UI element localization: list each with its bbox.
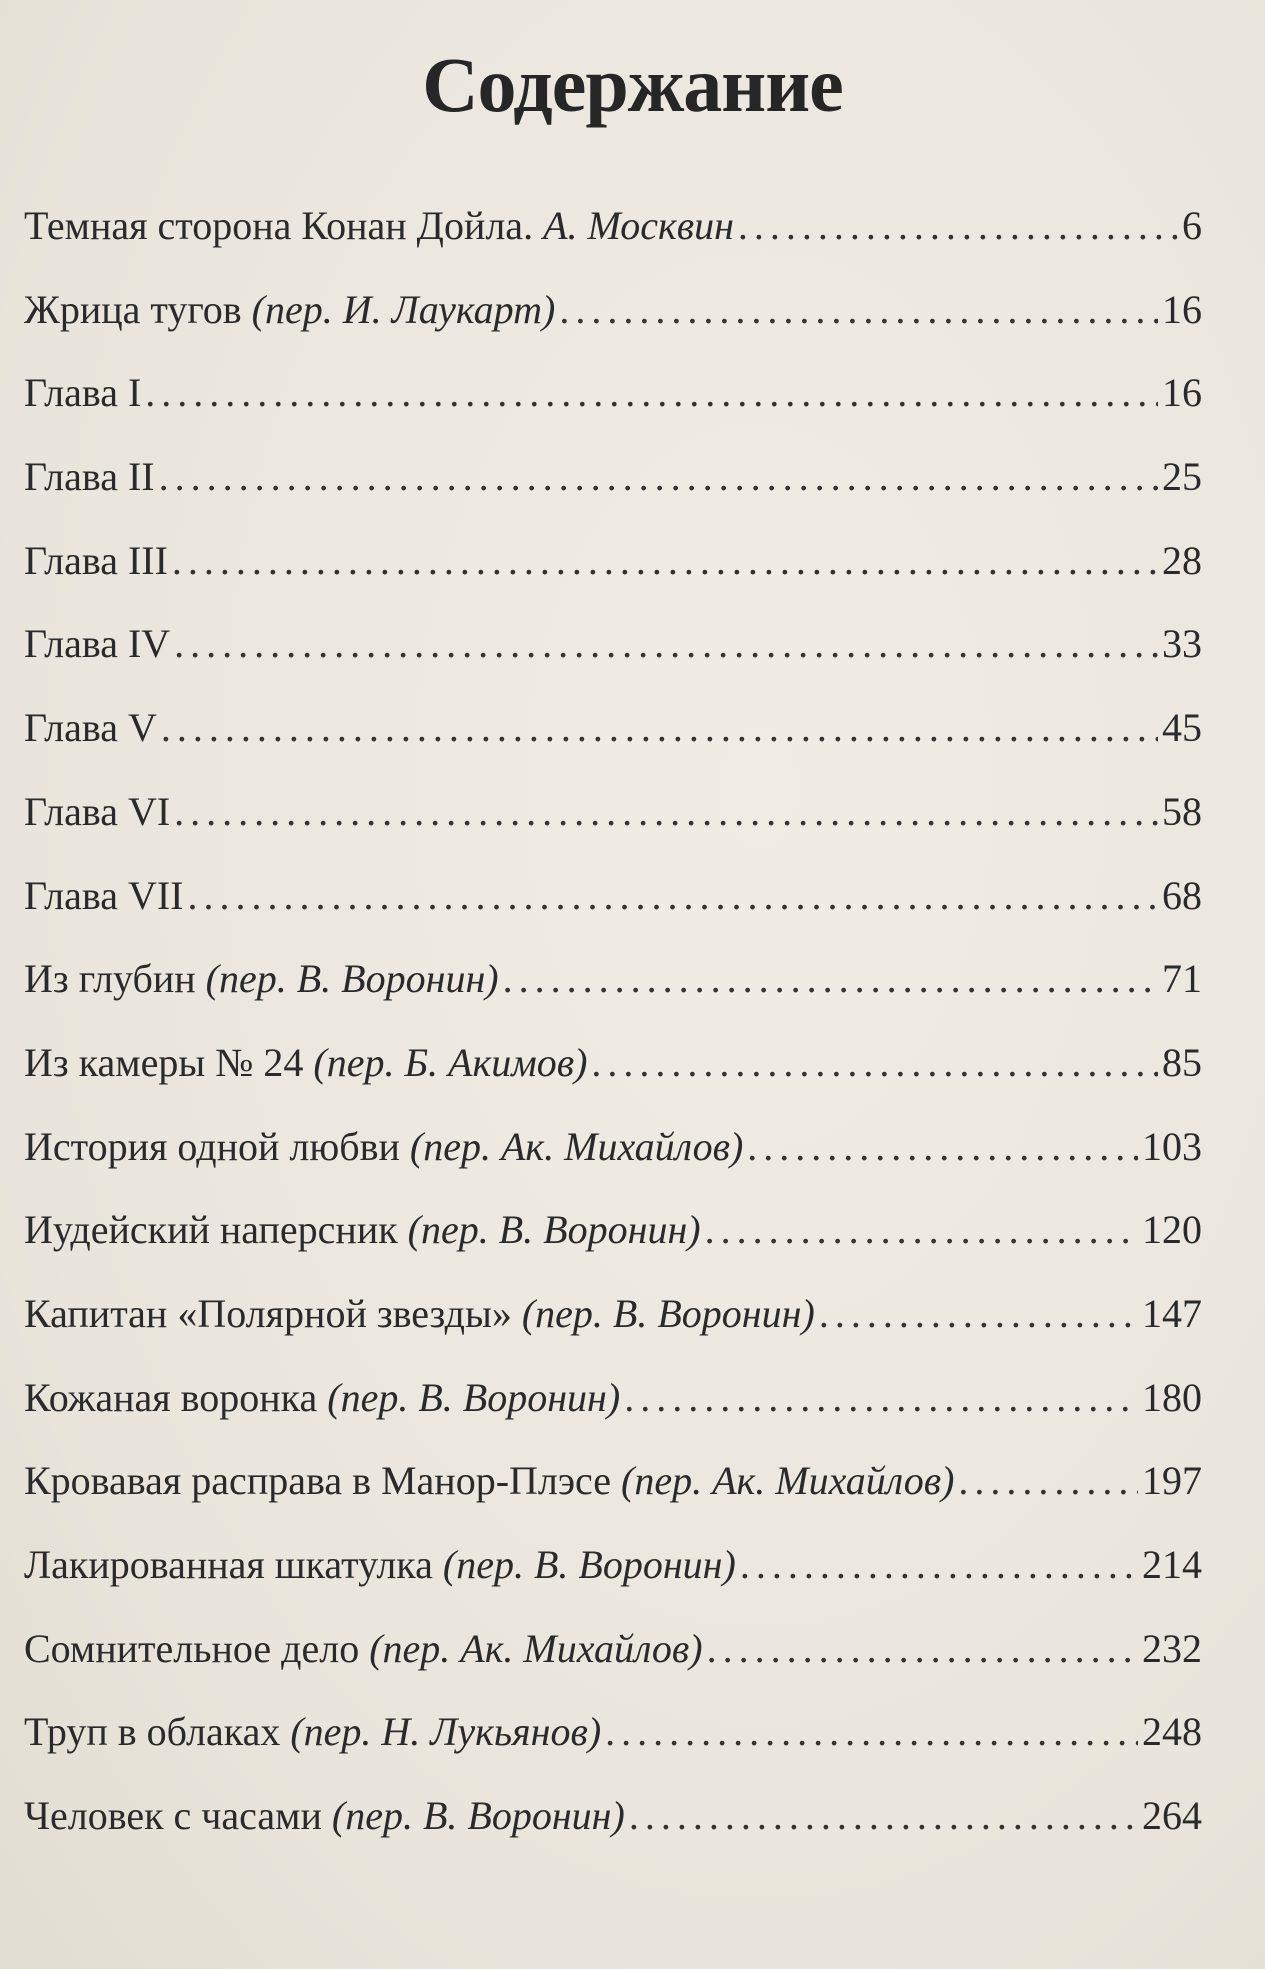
page-number: 232: [1142, 1625, 1202, 1671]
toc-entry: [24, 1368, 1202, 1452]
toc-entry: [24, 1786, 1202, 1870]
toc-entry-title: [24, 363, 141, 423]
entry-title-text: Глава II: [24, 454, 155, 500]
toc-entry-title: [24, 1368, 620, 1428]
toc-entry-title: [24, 1619, 703, 1679]
toc-entry: [24, 447, 1202, 531]
toc-entry: [24, 280, 1202, 364]
dot-leader: [174, 782, 1158, 842]
dot-leader: [958, 1451, 1138, 1511]
toc-entry-title: [24, 1702, 601, 1762]
toc-entry: [24, 531, 1202, 615]
toc-entry: [24, 1702, 1202, 1786]
toc-entry-title: [24, 196, 734, 256]
toc-entry-title: [24, 447, 155, 507]
page-number: 180: [1142, 1374, 1202, 1420]
page-number: 45: [1162, 705, 1202, 751]
dot-leader: [740, 1535, 1138, 1595]
dot-leader: [707, 1619, 1138, 1679]
page-number: 33: [1162, 621, 1202, 667]
page-number: 197: [1142, 1458, 1202, 1504]
page-number: 214: [1142, 1542, 1202, 1587]
entry-translator: (пер. Ак. Михайлов): [409, 1123, 744, 1169]
toc-entry: [24, 1284, 1202, 1368]
dot-leader: [145, 363, 1158, 423]
dot-leader: [503, 949, 1158, 1009]
page-number: 248: [1142, 1709, 1202, 1755]
toc-entry-title: [24, 614, 170, 674]
toc-entry-title: [24, 782, 170, 842]
entry-title-text: Сомнительное дело: [24, 1625, 360, 1671]
toc-entry-title: [24, 1033, 587, 1093]
page-number: 25: [1162, 454, 1202, 500]
page-number: 71: [1162, 956, 1202, 1002]
page-number: 85: [1162, 1039, 1202, 1085]
toc-entry: [24, 1033, 1202, 1117]
toc-entry-title: [24, 698, 157, 758]
toc-entry: [24, 698, 1202, 782]
entry-title-text: Лакированная шкатулка: [24, 1542, 433, 1587]
page-number: 16: [1162, 286, 1202, 332]
entry-translator: А. Москвин: [543, 203, 734, 248]
toc-entry-title: [24, 1535, 736, 1595]
toc-entry-title: [24, 1117, 743, 1177]
toc-entry: [24, 949, 1202, 1033]
toc-entry: [24, 782, 1202, 866]
dot-leader: [174, 614, 1158, 674]
entry-translator: (пер. В. Воронин): [407, 1207, 701, 1253]
entry-translator: (пер. В. Воронин): [442, 1542, 736, 1587]
entry-translator: (пер. Б. Акимов): [313, 1039, 588, 1085]
dot-leader: [629, 1786, 1138, 1846]
toc-entry: [24, 363, 1202, 447]
entry-title-text: Иудейский наперсник: [24, 1207, 398, 1253]
page-number: 147: [1142, 1290, 1202, 1336]
dot-leader: [819, 1284, 1138, 1344]
entry-title-text: Глава V: [24, 705, 157, 751]
toc-entry-title: [24, 531, 168, 591]
entry-title-text: Глава VII: [24, 872, 184, 918]
page-title: Содержание: [422, 41, 843, 128]
page-number: 16: [1162, 370, 1202, 416]
entry-title-text: Глава III: [24, 537, 168, 583]
toc-entry: [24, 1117, 1202, 1201]
dot-leader: [705, 1200, 1138, 1260]
page-number: 58: [1162, 788, 1202, 834]
entry-title-text: Человек с часами: [24, 1793, 322, 1839]
toc-entry-title: [24, 949, 499, 1009]
toc-entry: [24, 196, 1202, 280]
toc-entry: [24, 614, 1202, 698]
page-number: 120: [1142, 1207, 1202, 1253]
page-number: 6: [1182, 203, 1202, 248]
toc-entry: [24, 1535, 1202, 1619]
entry-translator: (пер. В. Воронин): [327, 1374, 621, 1420]
entry-title-text: Из глубин: [24, 956, 196, 1002]
entry-title-text: Глава I: [24, 370, 142, 416]
entry-translator: (пер. В. Воронин): [331, 1793, 625, 1839]
toc-entry-title: [24, 1200, 701, 1260]
entry-title-text: Глава VI: [24, 788, 171, 834]
toc-entry-title: [24, 280, 555, 340]
dot-leader: [624, 1368, 1138, 1428]
dot-leader: [738, 196, 1178, 256]
page-number: 68: [1162, 872, 1202, 918]
entry-title-text: Кровавая расправа в Манор-Плэсе: [24, 1458, 612, 1504]
toc-entry: [24, 1200, 1202, 1284]
entry-translator: (пер. В. Воронин): [205, 956, 499, 1002]
toc-entry: [24, 1619, 1202, 1703]
entry-title-text: Из камеры № 24: [24, 1039, 304, 1085]
toc-entry: [24, 866, 1202, 950]
dot-leader: [172, 531, 1158, 591]
dot-leader: [159, 447, 1158, 507]
toc-entry-title: [24, 866, 183, 926]
dot-leader: [161, 698, 1158, 758]
toc-entry: [24, 1451, 1202, 1535]
page-number: 264: [1142, 1793, 1202, 1839]
entry-title-text: Жрица тугов: [24, 286, 242, 332]
entry-title-text: Капитан «Полярной звезды»: [24, 1290, 512, 1336]
page-number: 28: [1162, 537, 1202, 583]
entry-title-text: Глава IV: [24, 621, 171, 667]
dot-leader: [605, 1702, 1138, 1762]
entry-translator: (пер. В. Воронин): [521, 1290, 815, 1336]
table-of-contents: [24, 196, 1202, 1870]
entry-translator: (пер. Ак. Михайлов): [621, 1458, 955, 1504]
page-number: 103: [1142, 1123, 1202, 1169]
entry-title-text: Темная сторона Конан Дойла.: [24, 203, 534, 248]
toc-entry-title: [24, 1451, 954, 1511]
toc-entry-title: [24, 1284, 815, 1344]
dot-leader: [559, 280, 1158, 340]
dot-leader: [591, 1033, 1158, 1093]
dot-leader: [187, 866, 1158, 926]
entry-title-text: История одной любви: [24, 1123, 400, 1169]
entry-translator: (пер. Н. Лукьянов): [290, 1709, 602, 1755]
entry-title-text: Труп в облаках: [24, 1709, 281, 1755]
dot-leader: [747, 1117, 1138, 1177]
entry-title-text: Кожаная воронка: [24, 1374, 318, 1420]
entry-translator: (пер. Ак. Михайлов): [369, 1625, 703, 1671]
entry-translator: (пер. И. Лаукарт): [251, 286, 556, 332]
toc-entry-title: [24, 1786, 625, 1846]
